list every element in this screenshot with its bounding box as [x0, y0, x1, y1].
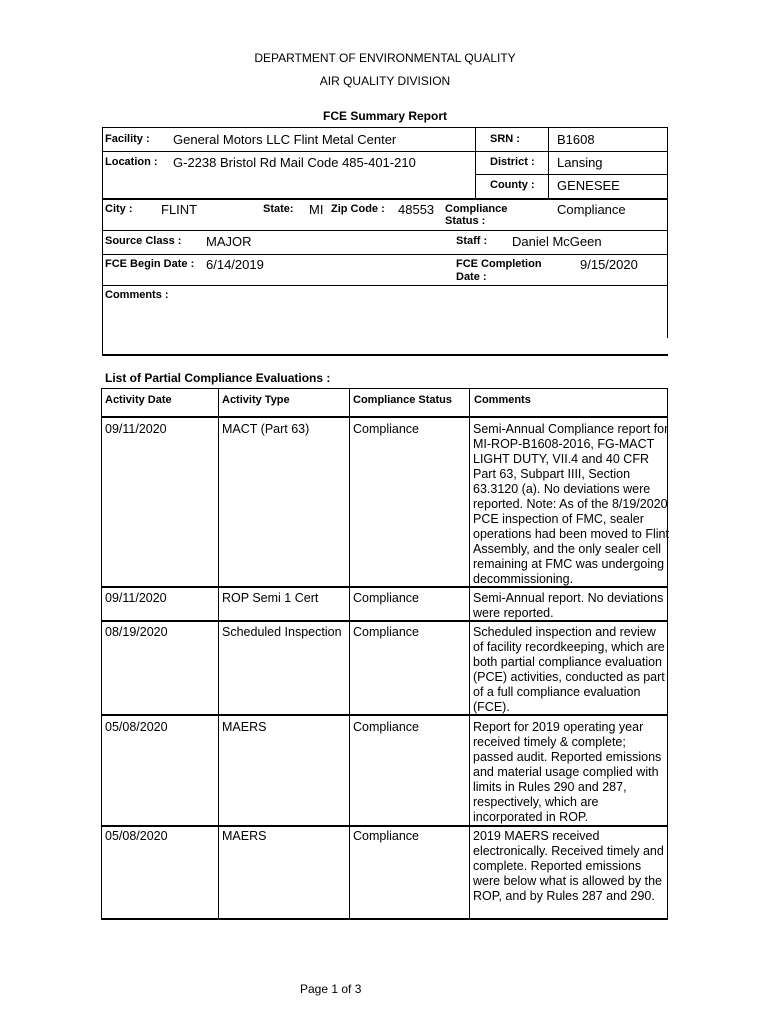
- activity-type: ROP Semi 1 Cert: [222, 591, 319, 605]
- column-header-activity-date: Activity Date: [105, 394, 172, 406]
- zip-label: Zip Code :: [331, 203, 385, 215]
- compliance-status: Compliance: [353, 422, 420, 436]
- activity-date: 08/19/2020: [105, 625, 168, 639]
- fce-completion-label-line2: Date :: [456, 271, 487, 283]
- zip-value: 48553: [398, 202, 435, 217]
- state-label: State:: [263, 203, 294, 215]
- facility-value: General Motors LLC Flint Metal Center: [173, 132, 397, 147]
- comments: Semi-Annual report. No deviations were reported.: [473, 591, 664, 620]
- staff-value: Daniel McGeen: [512, 234, 602, 249]
- activity-type: MAERS: [222, 720, 267, 734]
- activity-type: MACT (Part 63): [222, 422, 310, 436]
- report-title: FCE Summary Report: [322, 109, 448, 123]
- activity-date: 05/08/2020: [105, 720, 168, 734]
- activity-date: 09/11/2020: [105, 591, 167, 605]
- column-header-comments: Comments: [474, 394, 531, 406]
- page-number: Page 1 of 3: [300, 982, 362, 996]
- source-class-value: MAJOR: [206, 234, 252, 249]
- fce-begin-label: FCE Begin Date :: [105, 258, 195, 270]
- compliance-status: Compliance: [353, 625, 420, 639]
- activity-date: 09/11/2020: [105, 422, 167, 436]
- comments-label: Comments :: [105, 289, 169, 301]
- activity-date: 05/08/2020: [105, 829, 168, 843]
- srn-label: SRN :: [490, 133, 520, 145]
- staff-label: Staff :: [456, 235, 488, 247]
- comments: 2019 MAERS received electronically. Received timely and complete. Reported emissions were below what is allowed by the ROP, and by Rules 287 and 290.: [473, 829, 664, 903]
- comments: Report for 2019 operating year received timely & complete; passed audit. Reported emissions and material usage complied with limits in Rules 290 and 287, respectively, which are incorporated in ROP.: [473, 720, 662, 824]
- location-label: Location :: [105, 156, 158, 168]
- fce-completion-label-line1: FCE Completion: [456, 258, 542, 270]
- division-title: AIR QUALITY DIVISION: [319, 74, 451, 88]
- city-label: City :: [105, 203, 133, 215]
- pce-heading: List of Partial Compliance Evaluations :: [105, 371, 331, 385]
- compliance-status: Compliance: [353, 829, 420, 843]
- compliance-status-label-line1: Compliance: [445, 203, 508, 215]
- compliance-status: Compliance: [353, 591, 420, 605]
- city-value: FLINT: [161, 202, 198, 217]
- activity-type: Scheduled Inspection: [222, 625, 342, 639]
- column-header-activity-type: Activity Type: [222, 394, 290, 406]
- comments: Semi-Annual Compliance report for MI-ROP-B1608-2016, FG-MACT LIGHT DUTY, VII.4 and 40 CFR Part 63, Subpart IIII, Section 63.3120 (a). No deviations were reported. Note: As of the 8/19/2020 PCE inspection of FMC, sealer operations had been moved to Flint Assembly, and the only sealer cell remaining at FMC was undergoing decommissioning.: [473, 422, 669, 586]
- compliance-status: Compliance: [353, 720, 420, 734]
- srn-value: B1608: [557, 132, 595, 147]
- fce-completion-value: 9/15/2020: [580, 257, 638, 272]
- county-value: GENESEE: [557, 178, 620, 193]
- activity-type: MAERS: [222, 829, 267, 843]
- column-header-compliance-status: Compliance Status: [353, 394, 453, 406]
- compliance-status-value: Compliance: [557, 202, 626, 217]
- source-class-label: Source Class :: [105, 235, 182, 247]
- comments: Scheduled inspection and review of facility recordkeeping, which are both partial compliance evaluation (PCE) activities, conducted as part of a full compliance evaluation (FCE).: [473, 625, 665, 714]
- location-value: G-2238 Bristol Rd Mail Code 485-401-210: [173, 155, 416, 170]
- fce-begin-value: 6/14/2019: [206, 257, 264, 272]
- county-label: County :: [490, 179, 535, 191]
- district-label: District :: [490, 156, 535, 168]
- state-value: MI: [309, 202, 324, 217]
- facility-label: Facility :: [105, 133, 150, 145]
- compliance-status-label-line2: Status :: [445, 215, 486, 227]
- district-value: Lansing: [557, 155, 603, 170]
- department-title: DEPARTMENT OF ENVIRONMENTAL QUALITY: [254, 51, 516, 65]
